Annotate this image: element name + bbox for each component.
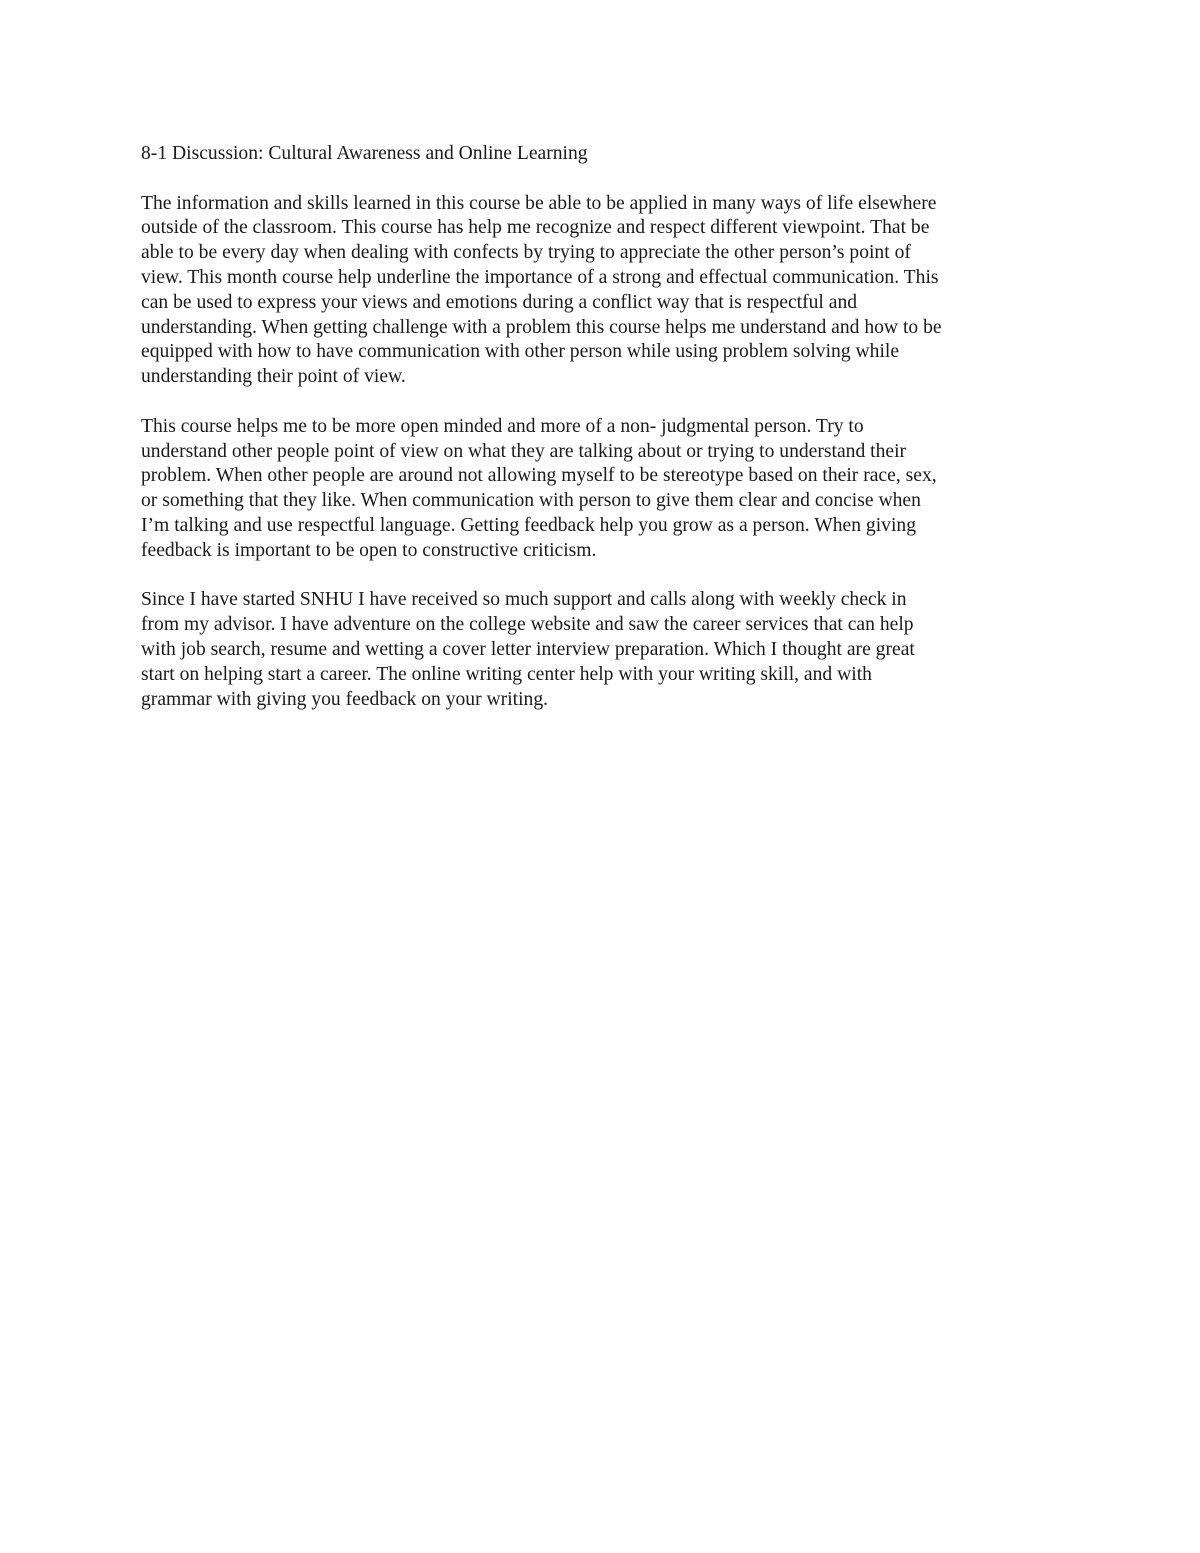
paragraph-line: understanding. When getting challenge with a problem this course helps me understand and how to be (141, 316, 942, 338)
paragraph-line: able to be every day when dealing with confects by trying to appreciate the other person’s point of (141, 242, 911, 264)
paragraph-1 (141, 192, 1061, 390)
paragraph-line: understand other people point of view on what they are talking about or trying to understand their (141, 440, 907, 462)
paragraph-line: feedback is important to be open to constructive criticism. (141, 539, 597, 561)
document-title: 8-1 Discussion: Cultural Awareness and Online Learning (141, 143, 588, 164)
paragraph-line: with job search, resume and wetting a cover letter interview preparation. Which I thought are great (141, 638, 915, 660)
paragraph-line: Since I have started SNHU I have received so much support and calls along with weekly check in (141, 589, 907, 611)
paragraph-line: view. This month course help underline the importance of a strong and effectual communication. This (141, 266, 939, 288)
paragraph-line: equipped with how to have communication with other person while using problem solving while (141, 341, 900, 363)
paragraph-3 (141, 588, 1061, 712)
paragraph-line: or something that they like. When communication with person to give them clear and concise when (141, 490, 921, 512)
paragraph-line: can be used to express your views and emotions during a conflict way that is respectful and (141, 291, 858, 313)
paragraph-line: problem. When other people are around not allowing myself to be stereotype based on their race, sex, (141, 465, 937, 487)
document-body (141, 142, 1061, 737)
paragraph-line: grammar with giving you feedback on your writing. (141, 688, 549, 710)
paragraph-line: This course helps me to be more open minded and more of a non- judgmental person. Try to (141, 415, 864, 437)
paragraph-line: The information and skills learned in this course be able to be applied in many ways of life elsewhere (141, 192, 937, 214)
paragraph-line: from my advisor. I have adventure on the college website and saw the career services that can help (141, 614, 914, 636)
paragraph-2 (141, 415, 1061, 564)
paragraph-line: I’m talking and use respectful language. Getting feedback help you grow as a person. When giving (141, 514, 916, 536)
paragraph-line: understanding their point of view. (141, 366, 406, 388)
paragraph-line: outside of the classroom. This course has help me recognize and respect different viewpoint. That be (141, 217, 930, 239)
paragraph-line: start on helping start a career. The online writing center help with your writing skill, and with (141, 663, 872, 685)
